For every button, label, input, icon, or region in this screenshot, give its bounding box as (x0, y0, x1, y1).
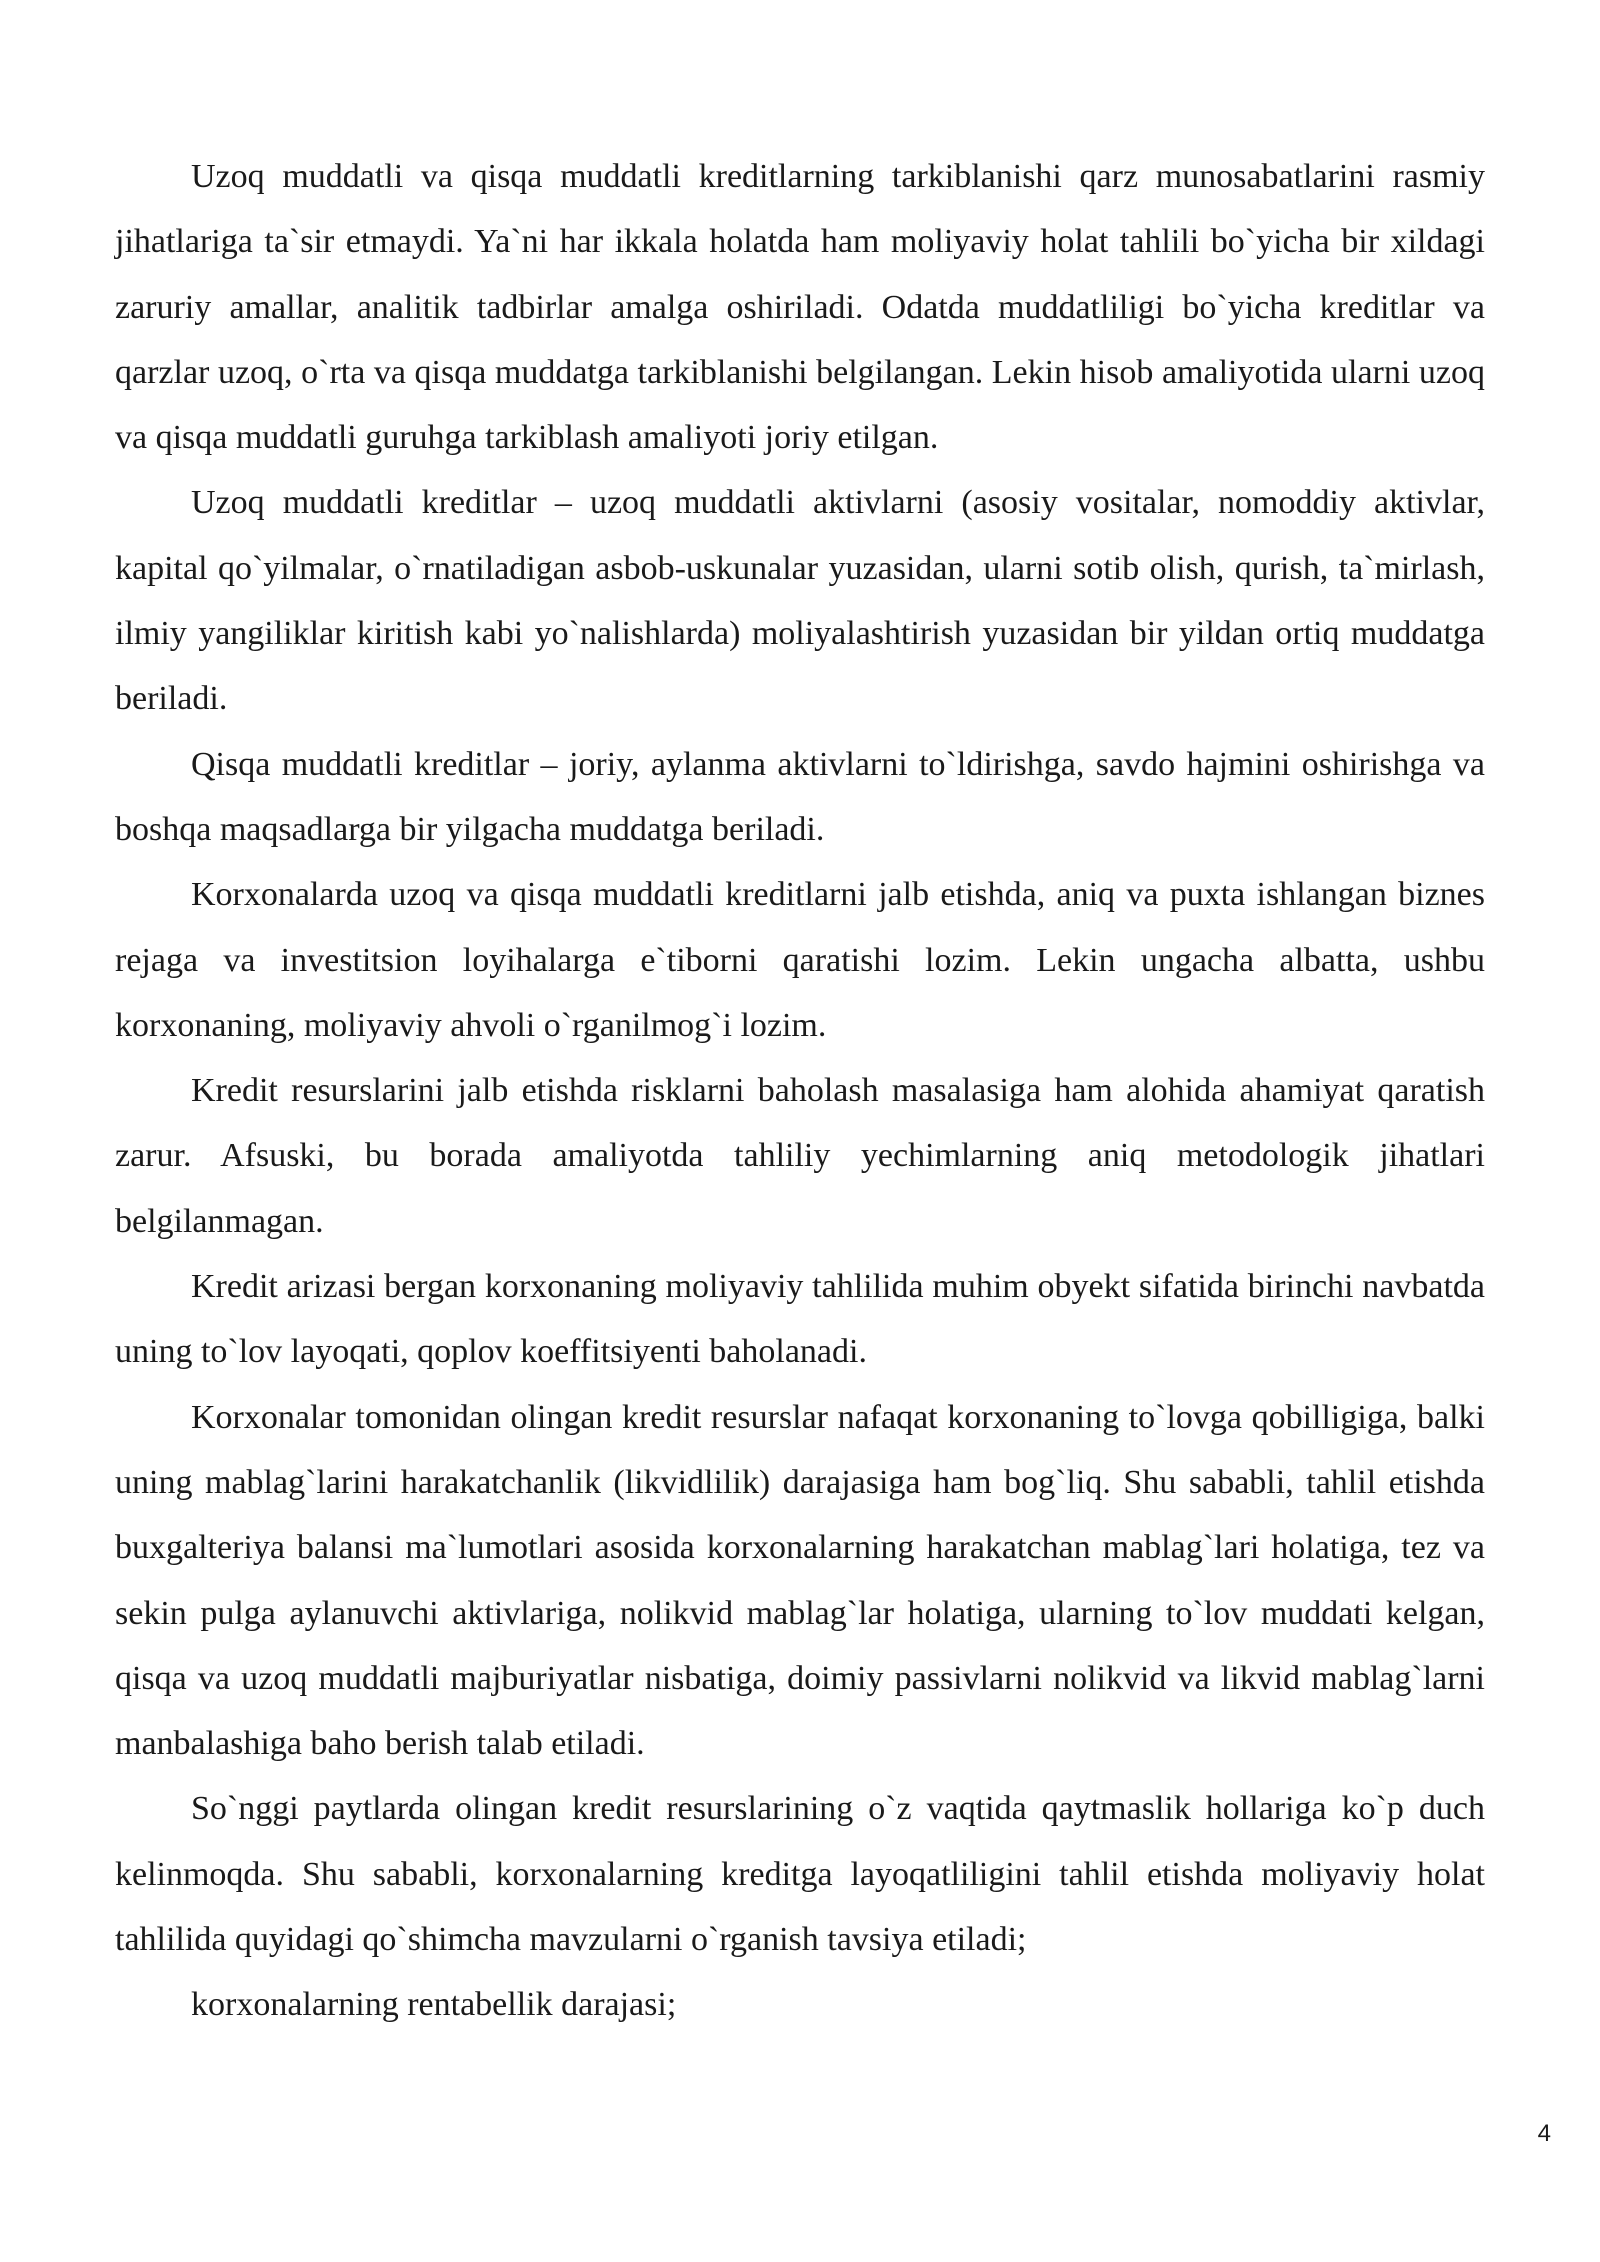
paragraph-business-plan: Korxonalarda uzoq va qisqa muddatli kreditlarni jalb etishda, aniq va puxta ishlangan biznes rejaga va investitsion loyihalarga e`tiborni qaratishi lozim. Lekin ungacha albatta, ushbu korxonaning, moliyaviy ahvoli o`rganilmog`i lozim. (115, 876, 1485, 1044)
paragraph-liquidity: Korxonalar tomonidan olingan kredit resurslar nafaqat korxonaning to`lovga qobilligiga, balki uning mablag`larini harakatchanlik (likvidlilik) darajasiga ham bog`liq. Shu sababli, tahlil etishda buxgalteriya balansi ma`lumotlari asosida korxonalarning harakatchan mablag`lari holatiga, tez va sekin pulga aylanuvchi aktivlariga, nolikvid mablag`lar holatiga, ularning to`lov muddati kelgan, qisqa va uzoq muddatli majburiyatlar nisbatiga, doimiy passivlarni nolikvid va likvid mablag`larni manbalashiga baho berish talab etiladi. (115, 1398, 1485, 1763)
paragraph-credit-classification: Uzoq muddatli va qisqa muddatli kreditlarning tarkiblanishi qarz munosabatlarini rasmiy jihatlariga ta`sir etmaydi. Ya`ni har ikkala holatda ham moliyaviy holat tahlili bo`yicha bir xildagi zaruriy amallar, analitik tadbirlar amalga oshiriladi. Odatda muddatliligi bo`yicha kreditlar va qarzlar uzoq, o`rta va qisqa muddatga tarkiblanishi belgilangan. Lekin hisob amaliyotida ularni uzoq va qisqa muddatli guruhga tarkiblash amaliyoti joriy etilgan. (115, 158, 1485, 457)
paragraph-risk-assessment: Kredit resurslarini jalb etishda risklarni baholash masalasiga ham alohida ahamiyat qaratish zarur. Afsuski, bu borada amaliyotda tahliliy yechimlarning aniq metodologik jihatlari belgilanmagan. (115, 1072, 1485, 1240)
paragraph-long-term-credits: Uzoq muddatli kreditlar – uzoq muddatli aktivlarni (asosiy vositalar, nomoddiy aktivlar, kapital qo`yilmalar, o`rnatiladigan asbob-uskunalar yuzasidan, ularni sotib olish, qurish, ta`mirlash, ilmiy yangiliklar kiritish kabi yo`nalishlarda) moliyalashtirish yuzasidan bir yildan ortiq muddatga beriladi. (115, 484, 1485, 718)
paragraph-recent-trends: So`nggi paytlarda olingan kredit resurslarining o`z vaqtida qaytmaslik hollariga ko`p duch kelinmoqda. Shu sababli, korxonalarning kreditga layoqatliligini tahlil etishda moliyaviy holat tahlilida quyidagi qo`shimcha mavzularni o`rganish tavsiya etiladi; (115, 1790, 1485, 1959)
paragraph-credit-application: Kredit arizasi bergan korxonaning moliyaviy tahlilida muhim obyekt sifatida birinchi navbatda uning to`lov layoqati, qoplov koeffitsiyenti baholanadi. (115, 1268, 1485, 1371)
paragraph-short-term-credits: Qisqa muddatli kreditlar – joriy, aylanma aktivlarni to`ldirishga, savdo hajmini oshirishga va boshqa maqsadlarga bir yilgacha muddatga beriladi. (115, 745, 1485, 848)
document-body (115, 144, 1485, 2038)
paragraph-profitability-item: korxonalarning rentabellik darajasi; (191, 1986, 677, 2024)
page-number: 4 (1537, 2120, 1551, 2147)
